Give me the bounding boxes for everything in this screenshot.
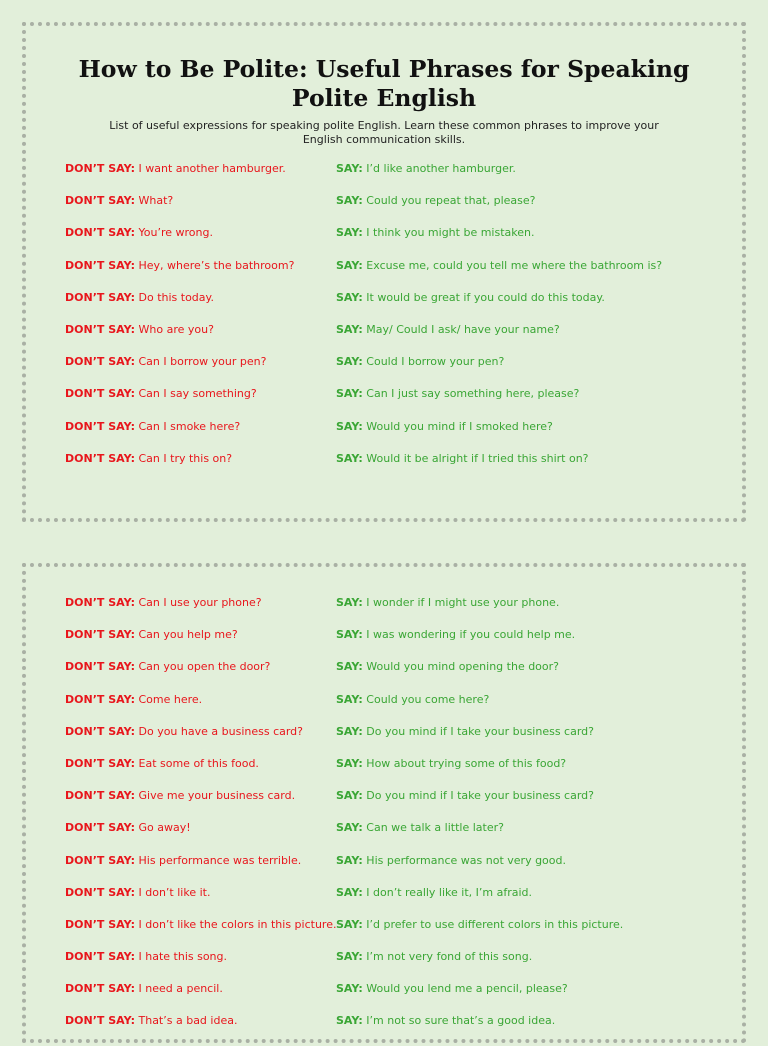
dont-say-cell [65, 193, 173, 209]
say-label: SAY: [336, 1014, 363, 1028]
dont-say-label: DON’T SAY: [65, 162, 135, 175]
dont-say-text: Hey, where’s the bathroom? [138, 258, 295, 272]
dont-say-cell [65, 354, 266, 370]
dont-say-label: DON’T SAY: [65, 692, 135, 706]
say-cell [336, 225, 534, 241]
say-text: Would it be alright if I tried this shirt on? [366, 451, 589, 465]
say-text: I don’t really like it, I’m afraid. [366, 885, 533, 899]
dont-say-text: Can I use your phone? [138, 596, 262, 609]
dont-say-text: Do this today. [138, 290, 214, 304]
say-text: I’m not so sure that’s a good idea. [366, 1014, 556, 1028]
dont-say-label: DON’T SAY: [65, 628, 135, 642]
phrases-card-2 [22, 563, 746, 1043]
dont-say-cell [65, 322, 214, 338]
phrase-row [65, 161, 732, 193]
dont-say-cell [65, 386, 257, 402]
say-label: SAY: [336, 387, 363, 401]
dont-say-text: Eat some of this food. [138, 756, 259, 770]
say-cell [336, 193, 536, 209]
say-label: SAY: [336, 162, 363, 175]
say-cell [336, 386, 579, 402]
dont-say-label: DON’T SAY: [65, 789, 135, 803]
dont-say-text: Give me your business card. [138, 789, 296, 803]
phrase-row [65, 258, 732, 290]
dont-say-text: I want another hamburger. [138, 162, 286, 175]
say-cell [336, 659, 559, 675]
say-text: I think you might be mistaken. [366, 226, 535, 240]
phrase-list-2 [65, 595, 732, 1046]
dont-say-label: DON’T SAY: [65, 194, 135, 208]
phrase-row [65, 820, 732, 852]
say-label: SAY: [336, 756, 363, 770]
say-label: SAY: [336, 821, 363, 835]
dont-say-label: DON’T SAY: [65, 982, 135, 996]
say-cell [336, 419, 553, 435]
dont-say-label: DON’T SAY: [65, 451, 135, 465]
dont-say-text: I don’t like it. [138, 885, 211, 899]
dont-say-text: I need a pencil. [138, 982, 223, 996]
dont-say-cell [65, 885, 210, 901]
say-label: SAY: [336, 596, 363, 609]
say-cell [336, 885, 532, 901]
dont-say-text: Do you have a business card? [138, 724, 304, 738]
say-text: His performance was not very good. [366, 853, 566, 867]
dont-say-cell [65, 788, 295, 804]
phrase-row [65, 981, 732, 1013]
dont-say-text: I don’t like the colors in this picture. [138, 917, 337, 931]
phrase-row [65, 917, 732, 949]
say-text: Do you mind if I take your business card? [366, 724, 594, 738]
say-cell [336, 853, 566, 869]
say-cell [336, 1013, 555, 1029]
dont-say-label: DON’T SAY: [65, 226, 135, 240]
say-label: SAY: [336, 660, 363, 674]
say-text: I was wondering if you could help me. [366, 628, 576, 642]
dont-say-label: DON’T SAY: [65, 853, 135, 867]
say-cell [336, 724, 594, 740]
dont-say-text: Come here. [138, 692, 203, 706]
say-cell [336, 354, 504, 370]
dont-say-cell [65, 981, 223, 997]
say-text: Can we talk a little later? [366, 821, 504, 835]
dont-say-label: DON’T SAY: [65, 596, 135, 609]
say-label: SAY: [336, 885, 363, 899]
dont-say-cell [65, 917, 336, 933]
say-cell [336, 949, 532, 965]
say-text: Would you mind if I smoked here? [366, 419, 553, 433]
say-label: SAY: [336, 226, 363, 240]
dont-say-text: Can you open the door? [138, 660, 271, 674]
say-text: Do you mind if I take your business card? [366, 789, 594, 803]
dont-say-cell [65, 692, 202, 708]
dont-say-cell [65, 756, 259, 772]
say-label: SAY: [336, 692, 363, 706]
phrases-card-1 [22, 22, 746, 522]
say-label: SAY: [336, 628, 363, 642]
phrase-row [65, 885, 732, 917]
phrase-row [65, 225, 732, 257]
say-text: I’m not very fond of this song. [366, 950, 533, 964]
phrase-row [65, 354, 732, 386]
dont-say-cell [65, 451, 232, 467]
say-label: SAY: [336, 290, 363, 304]
dont-say-label: DON’T SAY: [65, 290, 135, 304]
phrase-row [65, 724, 732, 756]
phrase-row [65, 1013, 732, 1045]
phrase-row [65, 451, 732, 483]
phrase-list-1 [65, 161, 732, 483]
say-cell [336, 788, 594, 804]
dont-say-label: DON’T SAY: [65, 258, 135, 272]
dont-say-text: Can I borrow your pen? [138, 355, 267, 369]
say-text: I’d like another hamburger. [366, 162, 516, 175]
phrase-row [65, 659, 732, 691]
dont-say-label: DON’T SAY: [65, 756, 135, 770]
dont-say-text: That’s a bad idea. [138, 1014, 238, 1028]
dont-say-cell [65, 949, 227, 965]
say-label: SAY: [336, 724, 363, 738]
say-cell [336, 820, 504, 836]
say-label: SAY: [336, 917, 363, 931]
say-label: SAY: [336, 194, 363, 208]
say-label: SAY: [336, 982, 363, 996]
phrase-row [65, 386, 732, 418]
phrase-row [65, 756, 732, 788]
say-label: SAY: [336, 355, 363, 369]
dont-say-text: Who are you? [138, 322, 214, 336]
phrase-row [65, 595, 732, 627]
say-text: Would you mind opening the door? [366, 660, 560, 674]
dont-say-text: Can I say something? [138, 387, 257, 401]
dont-say-label: DON’T SAY: [65, 724, 135, 738]
dont-say-cell [65, 595, 262, 611]
dont-say-label: DON’T SAY: [65, 1014, 135, 1028]
dont-say-text: I hate this song. [138, 950, 228, 964]
say-cell [336, 290, 605, 306]
say-cell [336, 756, 566, 772]
say-label: SAY: [336, 853, 363, 867]
dont-say-cell [65, 820, 191, 836]
phrase-row [65, 949, 732, 981]
say-cell [336, 627, 575, 643]
dont-say-cell [65, 1013, 237, 1029]
dont-say-cell [65, 290, 214, 306]
dont-say-label: DON’T SAY: [65, 917, 135, 931]
dont-say-cell [65, 724, 303, 740]
say-cell [336, 981, 568, 997]
say-text: Could you come here? [366, 692, 490, 706]
say-cell [336, 322, 560, 338]
phrase-row [65, 788, 732, 820]
page-title: How to Be Polite: Useful Phrases for Speaking Polite English [78, 55, 690, 112]
phrase-row [65, 627, 732, 659]
dont-say-cell [65, 419, 240, 435]
dont-say-label: DON’T SAY: [65, 322, 135, 336]
say-text: Could you repeat that, please? [366, 194, 536, 208]
dont-say-text: Go away! [138, 821, 191, 835]
dont-say-label: DON’T SAY: [65, 821, 135, 835]
dont-say-label: DON’T SAY: [65, 885, 135, 899]
say-text: I wonder if I might use your phone. [366, 596, 560, 609]
dont-say-text: You’re wrong. [138, 226, 213, 240]
phrase-row [65, 853, 732, 885]
say-text: It would be great if you could do this today. [366, 290, 605, 304]
say-label: SAY: [336, 419, 363, 433]
say-text: I’d prefer to use different colors in this picture. [366, 917, 624, 931]
say-cell [336, 595, 559, 611]
phrase-row [65, 322, 732, 354]
page-subtitle: List of useful expressions for speaking polite English. Learn these common phrases to improve your English communication skills. [109, 119, 659, 146]
say-text: How about trying some of this food? [366, 756, 567, 770]
say-cell [336, 451, 589, 467]
phrase-row [65, 419, 732, 451]
say-text: May/ Could I ask/ have your name? [366, 322, 560, 336]
say-label: SAY: [336, 322, 363, 336]
dont-say-text: Can you help me? [138, 628, 238, 642]
dont-say-cell [65, 627, 238, 643]
say-text: Excuse me, could you tell me where the bathroom is? [366, 258, 663, 272]
say-text: Could I borrow your pen? [366, 355, 505, 369]
dont-say-cell [65, 225, 213, 241]
dont-say-text: His performance was terrible. [138, 853, 302, 867]
dont-say-label: DON’T SAY: [65, 355, 135, 369]
say-label: SAY: [336, 789, 363, 803]
dont-say-text: Can I smoke here? [138, 419, 241, 433]
dont-say-label: DON’T SAY: [65, 419, 135, 433]
dont-say-text: Can I try this on? [138, 451, 233, 465]
say-cell [336, 917, 623, 933]
phrase-row [65, 290, 732, 322]
say-label: SAY: [336, 950, 363, 964]
say-cell [336, 161, 516, 177]
dont-say-label: DON’T SAY: [65, 660, 135, 674]
say-cell [336, 258, 662, 274]
phrase-row [65, 193, 732, 225]
dont-say-cell [65, 853, 301, 869]
dont-say-label: DON’T SAY: [65, 387, 135, 401]
dont-say-label: DON’T SAY: [65, 950, 135, 964]
dont-say-cell [65, 258, 294, 274]
dont-say-cell [65, 161, 286, 177]
phrase-row [65, 692, 732, 724]
say-label: SAY: [336, 451, 363, 465]
dont-say-cell [65, 659, 270, 675]
say-label: SAY: [336, 258, 363, 272]
dont-say-text: What? [138, 194, 174, 208]
say-text: Would you lend me a pencil, please? [366, 982, 568, 996]
say-cell [336, 692, 489, 708]
say-text: Can I just say something here, please? [366, 387, 580, 401]
